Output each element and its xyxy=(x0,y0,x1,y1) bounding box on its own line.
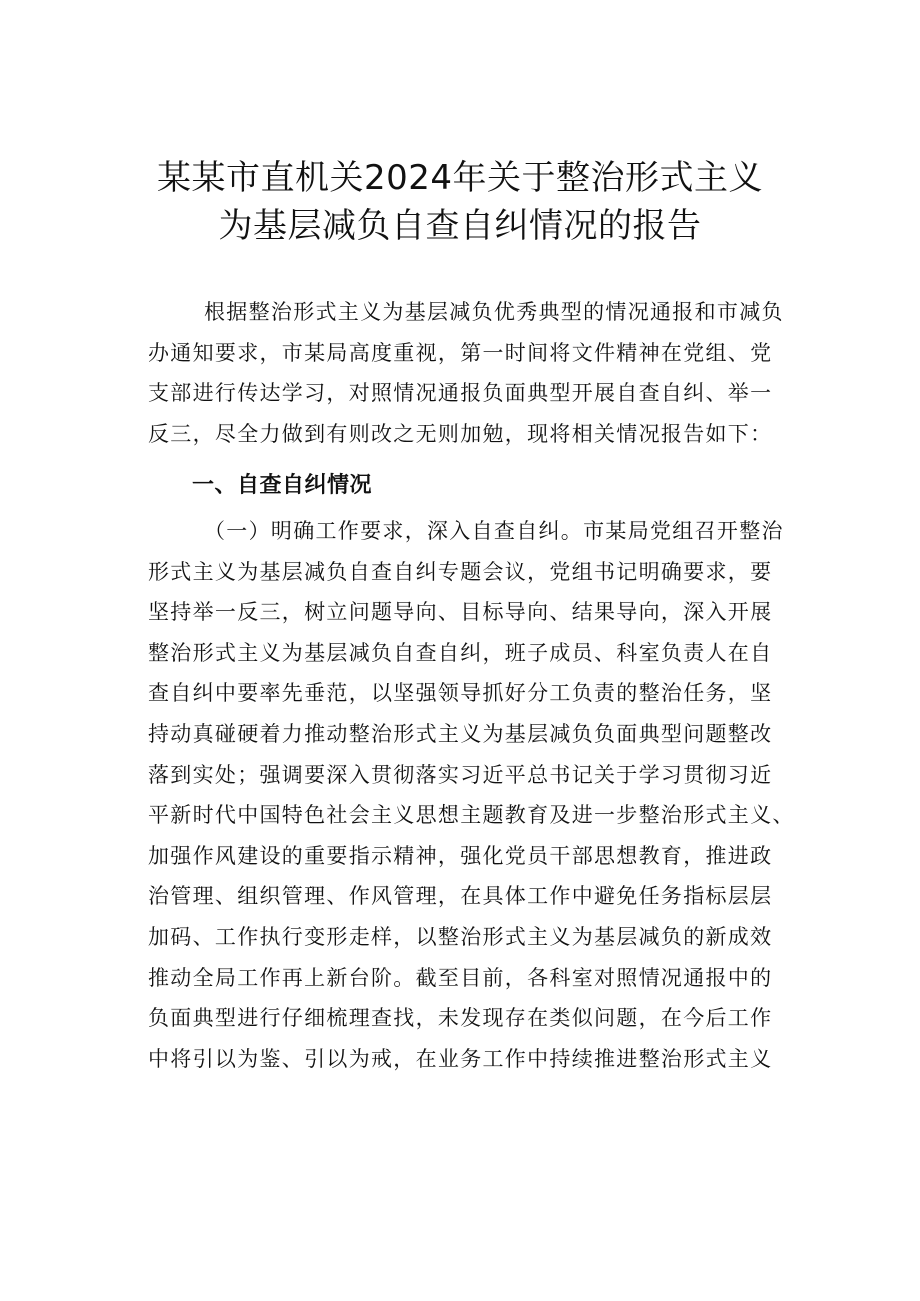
section-1-line: 持动真碰硬着力推动整治形式主义为基层减负负面典型问题整改 xyxy=(148,721,773,746)
section-1-line: 加强作风建设的重要指示精神，强化党员干部思想教育，推进政 xyxy=(148,843,773,868)
section-1-line: 负面典型进行仔细梳理查找，未发现存在类似问题，在今后工作 xyxy=(148,1006,773,1031)
section-1-line: 查自纠中要率先垂范，以坚强领导抓好分工负责的整治任务，坚 xyxy=(148,681,773,706)
section-1-line: （一）明确工作要求，深入自查自纠。市某局党组召开整治 xyxy=(204,519,784,543)
section-1-line: 落到实处；强调要深入贯彻落实习近平总书记关于学习贯彻习近 xyxy=(148,762,773,787)
section-1-line: 平新时代中国特色社会主义思想主题教育及进一步整治形式主义、 xyxy=(148,803,795,828)
section-1-line: 形式主义为基层减负自查自纠专题会议，党组书记明确要求，要 xyxy=(148,559,773,584)
intro-line: 办通知要求，市某局高度重视，第一时间将文件精神在党组、党 xyxy=(148,340,773,365)
section-heading-self-inspection: 一、自查自纠情况 xyxy=(192,473,373,498)
intro-line: 反三，尽全力做到有则改之无则加勉，现将相关情况报告如下： xyxy=(148,421,773,446)
intro-paragraph xyxy=(148,292,798,454)
section-1-line: 坚持举一反三，树立问题导向、目标导向、结果导向，深入开展 xyxy=(148,600,773,625)
section-1-line: 加码、工作执行变形走样，以整治形式主义为基层减负的新成效 xyxy=(148,924,773,949)
intro-line: 支部进行传达学习，对照情况通报负面典型开展自查自纠、举一 xyxy=(148,381,773,406)
section-1-line: 整治形式主义为基层减负自查自纠，班子成员、科室负责人在自 xyxy=(148,640,773,665)
document-title-line-2: 为基层减负自查自纠情况的报告 xyxy=(218,206,702,246)
section-1-line: 中将引以为鉴、引以为戒，在业务工作中持续推进整治形式主义 xyxy=(148,1046,773,1071)
section-1-line: 推动全局工作再上新台阶。截至目前，各科室对照情况通报中的 xyxy=(148,965,773,990)
section-1-paragraph xyxy=(148,511,798,1079)
document-title-line-1: 某某市直机关2024年关于整治形式主义 xyxy=(156,158,764,198)
intro-line: 根据整治形式主义为基层减负优秀典型的情况通报和市减负 xyxy=(204,300,784,324)
section-1-line: 治管理、组织管理、作风管理，在具体工作中避免任务指标层层 xyxy=(148,884,773,909)
